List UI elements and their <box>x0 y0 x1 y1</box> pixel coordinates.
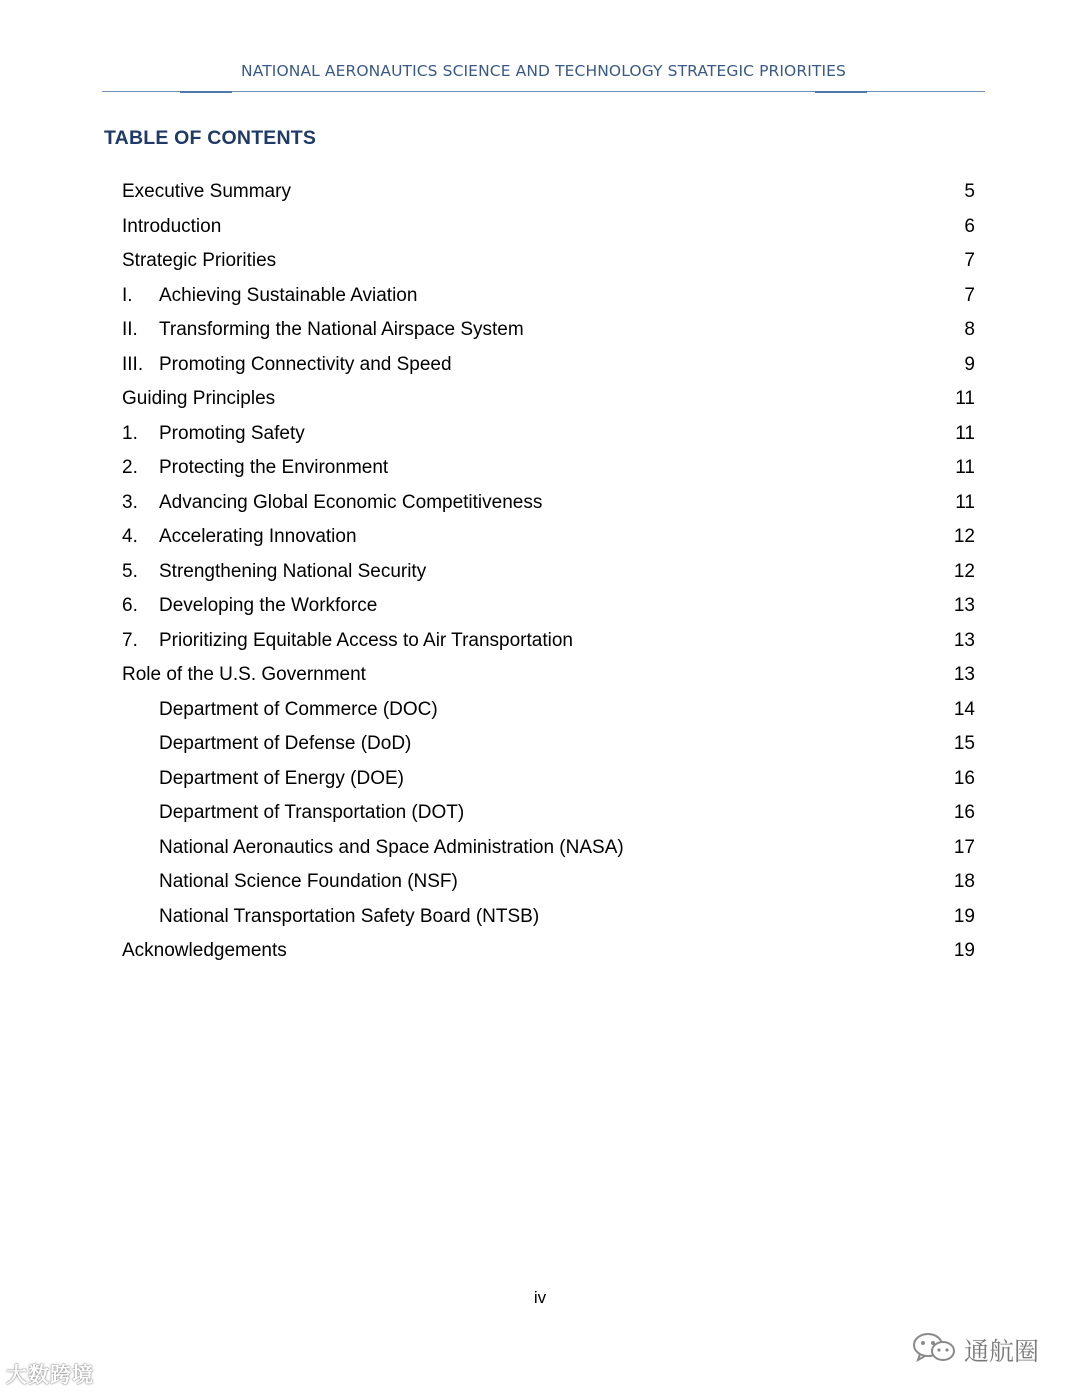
toc-entry[interactable] <box>122 693 975 728</box>
toc-entry-number: 3. <box>122 491 138 513</box>
toc-entry-number: 5. <box>122 560 138 582</box>
toc-entry-label: Department of Transportation (DOT) <box>159 802 465 823</box>
toc-entry-label: Accelerating Innovation <box>159 526 357 547</box>
toc-entry-label: Achieving Sustainable Aviation <box>159 284 418 306</box>
toc-list <box>122 175 975 969</box>
toc-entry-label: Role of the U.S. Government <box>122 664 366 685</box>
toc-entry[interactable] <box>122 900 975 935</box>
toc-entry-page: 6 <box>964 215 975 237</box>
toc-entry-page: 16 <box>953 767 975 789</box>
toc-entry-page: 5 <box>964 181 975 202</box>
toc-entry-page: 11 <box>955 457 975 478</box>
toc-entry-page: 8 <box>964 319 975 340</box>
toc-entry-label: Strengthening National Security <box>159 560 427 582</box>
toc-entry-label: Prioritizing Equitable Access to Air Transportation <box>159 629 573 651</box>
toc-entry-label: Acknowledgements <box>122 940 287 961</box>
toc-entry-page: 11 <box>955 491 975 513</box>
toc-entry[interactable] <box>122 451 975 486</box>
toc-entry-page: 7 <box>964 284 975 306</box>
toc-entry[interactable] <box>122 210 975 245</box>
toc-entry[interactable] <box>122 624 975 659</box>
page-number: iv <box>533 1288 547 1307</box>
toc-entry-label: Department of Energy (DOE) <box>159 767 404 789</box>
toc-entry-page: 12 <box>953 526 975 547</box>
toc-entry[interactable] <box>122 486 975 521</box>
toc-entry-page: 12 <box>953 560 975 582</box>
watermark-right-text: 通航圈 <box>964 1337 1040 1366</box>
toc-entry-label: Executive Summary <box>122 181 291 202</box>
toc-entry-label: National Science Foundation (NSF) <box>159 871 458 892</box>
toc-entry[interactable] <box>122 831 975 866</box>
toc-entry-label: Department of Commerce (DOC) <box>159 698 438 720</box>
running-header: NATIONAL AERONAUTICS SCIENCE AND TECHNOLOGY STRATEGIC PRIORITIES <box>241 62 846 80</box>
toc-entry[interactable] <box>122 762 975 797</box>
toc-entry-label: Promoting Connectivity and Speed <box>159 353 452 375</box>
toc-entry[interactable] <box>122 555 975 590</box>
toc-entry-page: 13 <box>953 595 975 616</box>
toc-entry-page: 9 <box>964 353 975 375</box>
toc-entry-number: II. <box>122 319 138 340</box>
toc-entry-label: Promoting Safety <box>159 422 305 444</box>
toc-entry-page: 19 <box>953 940 975 961</box>
toc-entry-label: National Aeronautics and Space Administration (NASA) <box>159 836 624 858</box>
toc-entry-number: 6. <box>122 595 138 616</box>
toc-entry-page: 7 <box>964 250 975 271</box>
toc-entry-label: Strategic Priorities <box>122 250 277 271</box>
toc-entry[interactable] <box>122 727 975 762</box>
watermark-right <box>912 1330 1039 1370</box>
toc-entry-label: Guiding Principles <box>122 388 276 409</box>
toc-entry-page: 17 <box>953 836 975 858</box>
toc-entry-number: 1. <box>122 422 138 444</box>
toc-entry[interactable] <box>122 658 975 693</box>
toc-entry-label: Department of Defense (DoD) <box>159 733 412 754</box>
toc-entry-number: 4. <box>122 526 138 547</box>
toc-entry[interactable] <box>122 934 975 969</box>
toc-entry-page: 11 <box>955 388 975 409</box>
toc-entry-number: III. <box>122 353 144 375</box>
toc-entry-page: 14 <box>953 698 975 720</box>
toc-entry-page: 15 <box>953 733 975 754</box>
toc-entry[interactable] <box>122 244 975 279</box>
toc-entry-number: 2. <box>122 457 138 478</box>
toc-entry-page: 13 <box>953 629 975 651</box>
toc-entry[interactable] <box>122 313 975 348</box>
toc-entry[interactable] <box>122 520 975 555</box>
toc-entry-page: 19 <box>953 905 975 927</box>
toc-entry-number: I. <box>122 284 133 306</box>
toc-entry[interactable] <box>122 417 975 452</box>
header-rule-accent-left <box>180 91 232 93</box>
toc-entry-label: Developing the Workforce <box>159 595 378 616</box>
toc-entry[interactable] <box>122 589 975 624</box>
toc-entry[interactable] <box>122 348 975 383</box>
toc-entry-label: Protecting the Environment <box>159 457 389 478</box>
toc-entry-label: Transforming the National Airspace System <box>159 319 524 340</box>
toc-entry-label: Introduction <box>122 215 222 237</box>
toc-entry-label: Advancing Global Economic Competitiveness <box>159 491 543 513</box>
toc-entry[interactable] <box>122 865 975 900</box>
watermark-left: 大数跨境 <box>6 1363 94 1387</box>
toc-entry-label: National Transportation Safety Board (NTSB) <box>159 905 540 927</box>
toc-entry[interactable] <box>122 279 975 314</box>
toc-title: TABLE OF CONTENTS <box>104 127 317 149</box>
toc-entry-page: 16 <box>953 802 975 823</box>
toc-entry-page: 18 <box>953 871 975 892</box>
toc-entry[interactable] <box>122 382 975 417</box>
toc-entry-number: 7. <box>122 629 138 651</box>
wechat-icon <box>912 1331 956 1369</box>
toc-entry-page: 13 <box>953 664 975 685</box>
toc-entry-page: 11 <box>955 422 975 444</box>
toc-entry[interactable] <box>122 175 975 210</box>
toc-entry[interactable] <box>122 796 975 831</box>
header-rule-accent-right <box>815 91 867 93</box>
